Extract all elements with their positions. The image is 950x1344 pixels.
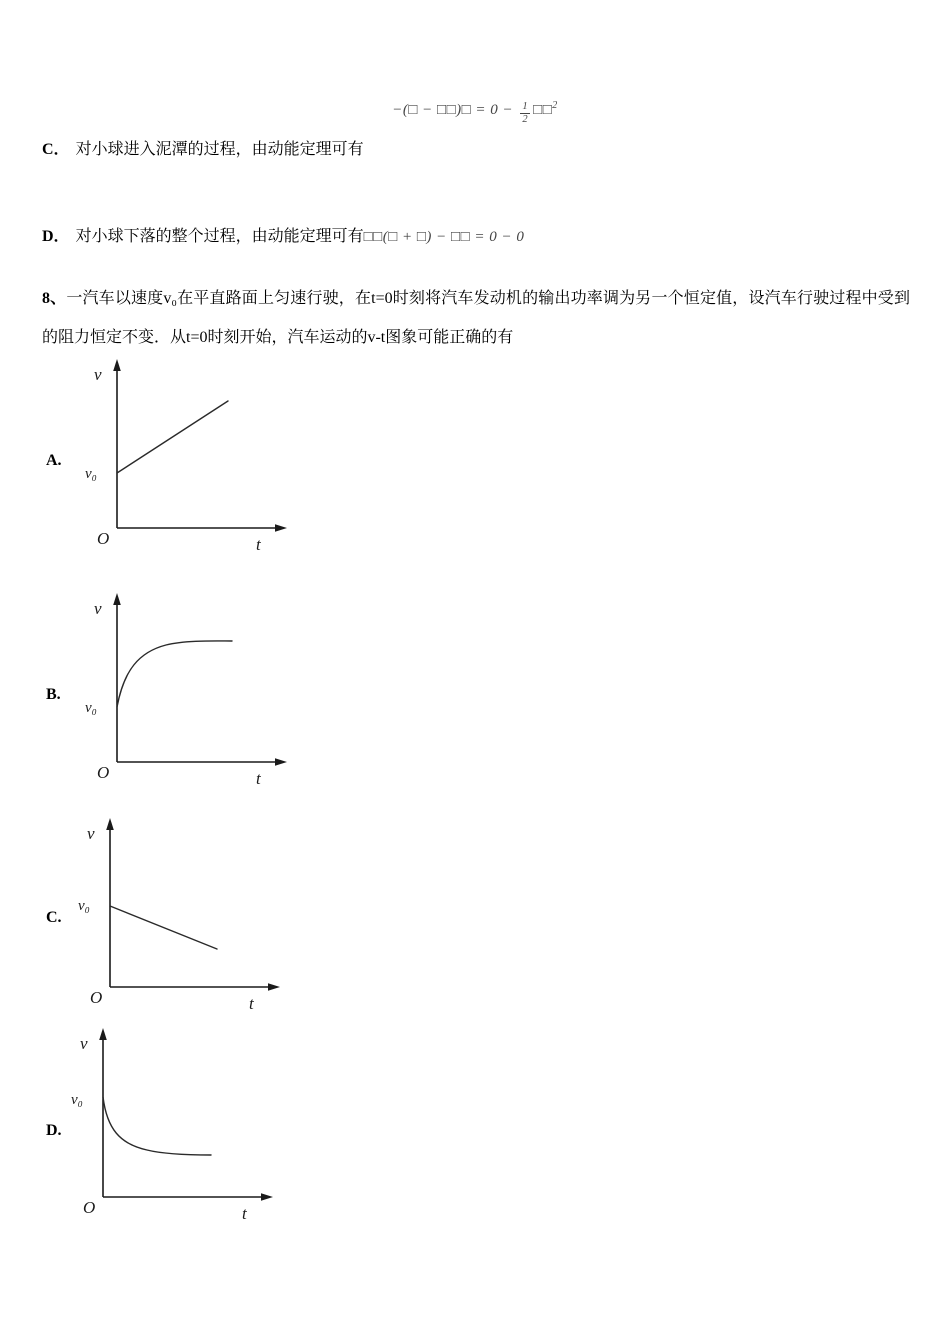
option-c-row xyxy=(42,139,364,161)
x-axis-label: t xyxy=(256,769,261,785)
option-d-row xyxy=(42,226,524,248)
v0-label: v₀ xyxy=(85,700,97,716)
y-axis-arrow-icon xyxy=(99,1028,107,1040)
vt-curve-concave-increasing xyxy=(117,641,232,707)
vt-curve-linear-increasing xyxy=(117,401,228,473)
v0-label: v₀ xyxy=(85,466,97,482)
option-d-label: D． xyxy=(42,228,70,245)
x-axis-arrow-icon xyxy=(261,1193,273,1201)
vt-graph-a xyxy=(80,356,300,551)
graph-option-d xyxy=(66,1025,286,1225)
question-8-number: 8、 xyxy=(42,290,67,307)
x-axis-label: t xyxy=(249,994,254,1010)
y-axis-label: v xyxy=(87,824,95,843)
y-axis-label: v xyxy=(80,1034,88,1053)
formula-exponent: 2 xyxy=(552,100,558,111)
vt-curve-linear-decreasing xyxy=(110,906,217,949)
y-axis-label: v xyxy=(94,365,102,384)
question-8-text xyxy=(42,279,910,357)
fraction-numerator: 1 xyxy=(520,101,530,114)
v0-label: v₀ xyxy=(78,898,90,914)
graph-a-letter: A. xyxy=(46,452,62,469)
graph-b-letter: B. xyxy=(46,686,61,703)
x-axis-label: t xyxy=(256,535,261,551)
x-axis-label: t xyxy=(242,1204,247,1220)
y-axis-arrow-icon xyxy=(113,359,121,371)
kinetic-energy-formula-c xyxy=(0,100,950,126)
origin-label: O xyxy=(97,529,110,548)
y-axis-arrow-icon xyxy=(106,818,114,830)
vt-graph-b xyxy=(80,590,300,785)
origin-label: O xyxy=(83,1198,96,1217)
kinetic-energy-formula-d: □□(□ + □) − □□ = 0 − 0 xyxy=(363,229,525,245)
origin-label: O xyxy=(90,988,103,1007)
vt-graph-d xyxy=(66,1025,286,1220)
graph-option-b xyxy=(80,590,300,790)
graph-option-a xyxy=(80,356,300,556)
graph-option-c xyxy=(73,815,293,1015)
vt-curve-convex-decreasing xyxy=(103,1097,211,1155)
x-axis-arrow-icon xyxy=(275,758,287,766)
option-c-label: C． xyxy=(42,141,70,158)
fraction-denominator: 2 xyxy=(522,114,529,126)
y-axis-label: v xyxy=(94,599,102,618)
formula-tail: □□ xyxy=(533,102,553,118)
option-c-text: 对小球进入泥潭的过程，由动能定理可有 xyxy=(75,141,364,158)
graph-d-letter: D. xyxy=(46,1122,62,1139)
v0-label: v₀ xyxy=(71,1092,83,1108)
graph-c-letter: C. xyxy=(46,909,62,926)
origin-label: O xyxy=(97,763,110,782)
x-axis-arrow-icon xyxy=(268,983,280,991)
option-d-text: 对小球下落的整个过程，由动能定理可有 xyxy=(75,228,364,245)
formula-lead: −(□ − □□)□ = 0 − xyxy=(392,102,514,118)
y-axis-arrow-icon xyxy=(113,593,121,605)
question-8-body: 一汽车以速度v₀在平直路面上匀速行驶，在t=0时刻将汽车发动机的输出功率调为另一个恒定值，设汽车行驶过程中受到的阻力恒定不变．从t=0时刻开始，汽车运动的v-t图象可能正确的有 xyxy=(42,290,910,346)
fraction-one-half xyxy=(520,101,530,126)
vt-graph-c xyxy=(73,815,293,1010)
x-axis-arrow-icon xyxy=(275,524,287,532)
